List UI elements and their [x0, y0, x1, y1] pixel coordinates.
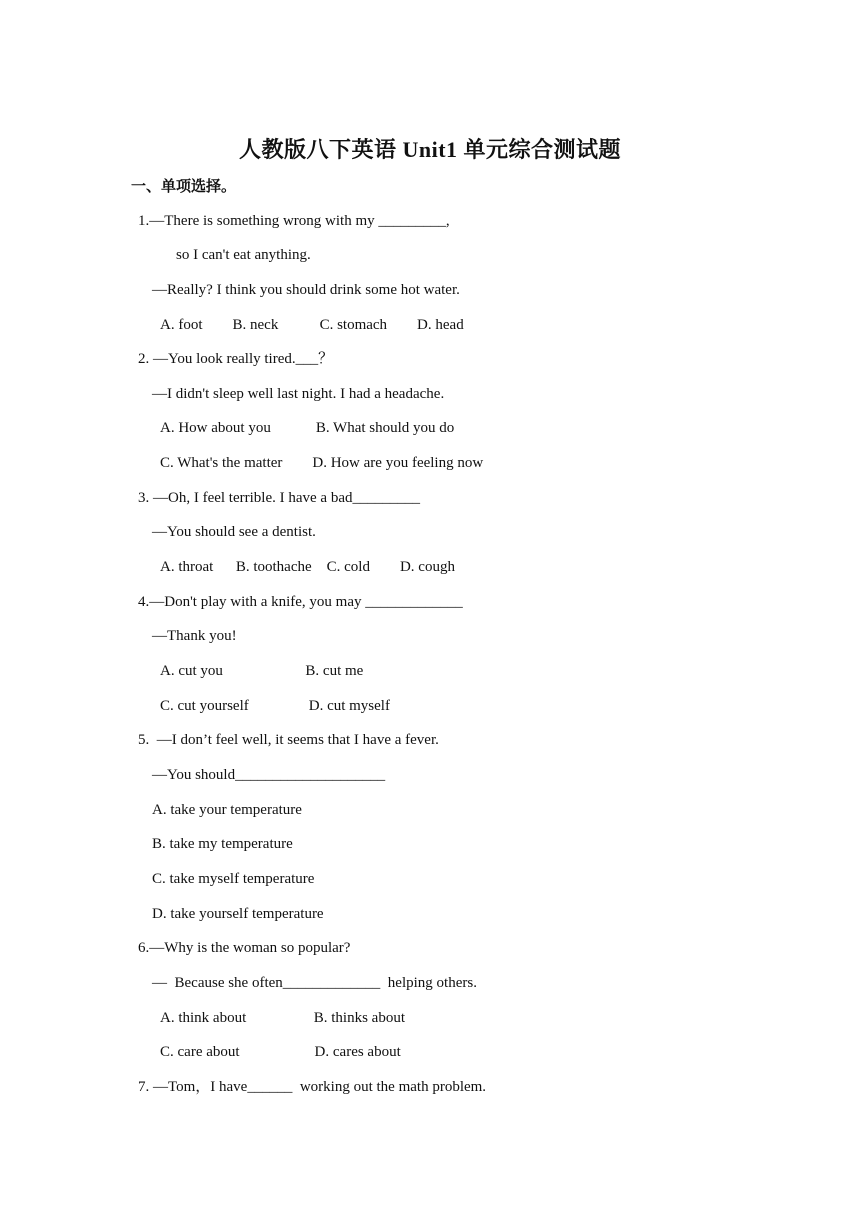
- question-line: C. care about D. cares about: [160, 1044, 401, 1060]
- question-line: C. take myself temperature: [152, 871, 315, 887]
- question-line: —You should____________________: [152, 767, 386, 783]
- question-line: 5. —I don’t feel well, it seems that I have a fever.: [138, 732, 439, 748]
- question-line: 3. —Oh, I feel terrible. I have a bad_________: [138, 490, 420, 506]
- question-line: 1.—There is something wrong with my _________,: [138, 213, 450, 229]
- question-line: —Really? I think you should drink some hot water.: [152, 282, 460, 298]
- question-line: C. What's the matter D. How are you feeling now: [160, 455, 484, 471]
- question-line: 2. —You look really tired.___？: [138, 351, 334, 367]
- question-line: D. take yourself temperature: [152, 906, 324, 922]
- question-line: 7. —Tom，I have______ working out the math problem.: [138, 1079, 487, 1095]
- question-line: A. How about you B. What should you do: [160, 420, 455, 436]
- question-line: — Because she often_____________ helping others.: [152, 975, 477, 991]
- question-line: C. cut yourself D. cut myself: [160, 698, 390, 714]
- question-line: 4.—Don't play with a knife, you may _____________: [138, 594, 463, 610]
- question-line: A. think about B. thinks about: [160, 1010, 405, 1026]
- question-line: A. cut you B. cut me: [160, 663, 364, 679]
- document-title: 人教版八下英语 Unit1 单元综合测试题: [238, 137, 622, 162]
- question-line: —You should see a dentist.: [152, 524, 316, 540]
- question-line: A. throat B. toothache C. cold D. cough: [160, 559, 455, 575]
- section-heading: 一、单项选择。: [131, 179, 237, 195]
- question-line: 6.—Why is the woman so popular?: [138, 940, 351, 956]
- question-line: —Thank you!: [152, 628, 237, 644]
- question-line: A. take your temperature: [152, 802, 302, 818]
- question-line: A. foot B. neck C. stomach D. head: [160, 317, 464, 333]
- question-line: B. take my temperature: [152, 836, 293, 852]
- question-line: —I didn't sleep well last night. I had a headache.: [152, 386, 445, 402]
- question-line: so I can't eat anything.: [176, 247, 311, 263]
